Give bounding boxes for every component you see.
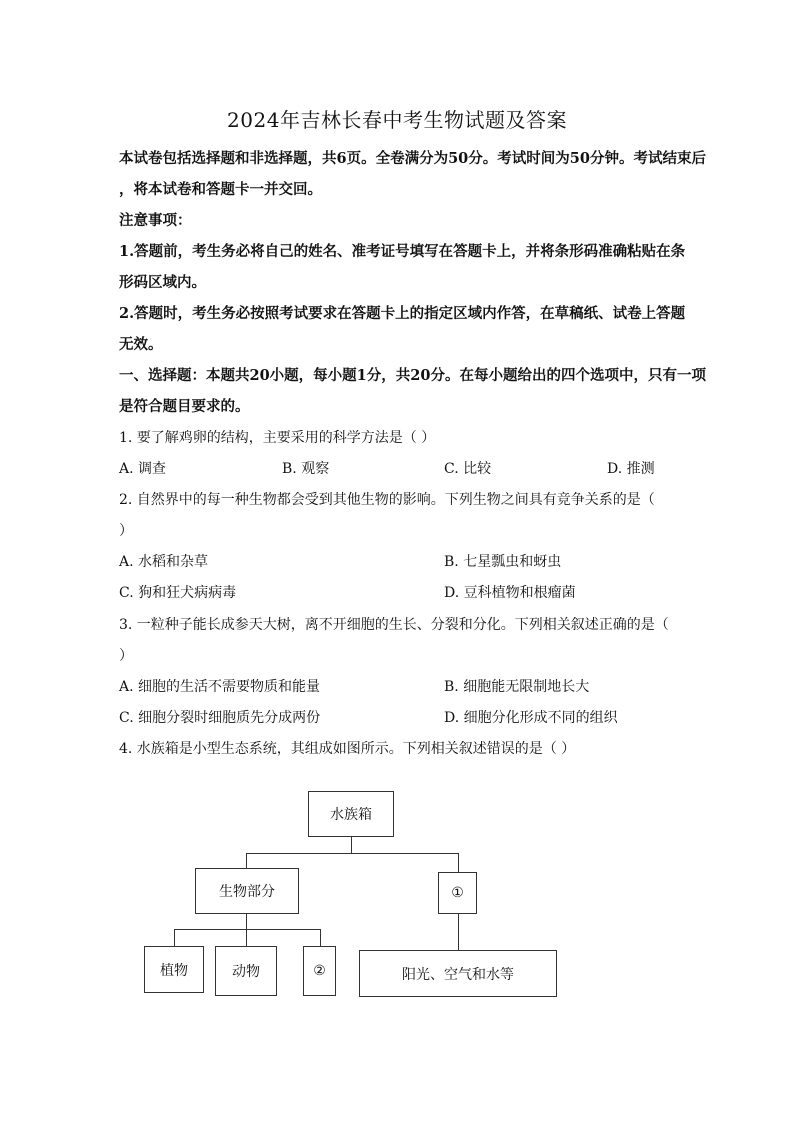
note-1-line-2: 形码区域内。 xyxy=(119,274,206,291)
box-biotic-part: 生物部分 xyxy=(195,868,299,914)
connector-to-plant xyxy=(174,929,175,946)
q3-option-a: A. 细胞的生活不需要物质和能量 xyxy=(119,679,321,695)
q2-option-c: C. 狗和狂犬病病毒 xyxy=(119,585,237,601)
connector-unknown1-to-nonbio xyxy=(458,914,459,950)
box-aquarium: 水族箱 xyxy=(308,791,394,837)
question-3-stem-line-2: ） xyxy=(119,648,133,664)
q1-option-c: C. 比较 xyxy=(444,461,492,477)
connector-to-unknown1 xyxy=(458,853,459,872)
connector-to-unknown2 xyxy=(320,929,321,946)
q1-option-b: B. 观察 xyxy=(282,461,330,477)
box-unknown-2: ② xyxy=(303,946,336,996)
connector-to-bio xyxy=(246,853,247,868)
q3-option-d: D. 细胞分化形成不同的组织 xyxy=(444,710,618,726)
q1-option-d: D. 推测 xyxy=(607,461,655,477)
intro-line-2: ，将本试卷和答题卡一并交回。 xyxy=(119,181,322,198)
question-3-stem-line-1: 3. 一粒种子能长成参天大树，离不开细胞的生长、分裂和分化。下列相关叙述正确的是（ xyxy=(119,617,669,633)
connector-level1-horizontal xyxy=(246,853,458,854)
q2-option-d: D. 豆科植物和根瘤菌 xyxy=(444,585,576,601)
q2-option-b: B. 七星瓢虫和蚜虫 xyxy=(444,554,562,570)
connector-bio-to-animal xyxy=(246,914,247,946)
q3-option-b: B. 细胞能无限制地长大 xyxy=(444,679,590,695)
q2-option-a: A. 水稻和杂草 xyxy=(119,554,209,570)
note-2-line-1: 2.答题时，考生务必按照考试要求在答题卡上的指定区域内作答，在草稿纸、试卷上答题 xyxy=(119,305,686,322)
box-plant: 植物 xyxy=(144,946,204,993)
note-1-line-1: 1.答题前，考生务必将自己的姓名、准考证号填写在答题卡上，并将条形码准确粘贴在条 xyxy=(119,243,686,260)
q1-option-a: A. 调查 xyxy=(119,461,167,477)
box-animal: 动物 xyxy=(215,946,277,996)
connector-level2-horizontal xyxy=(174,929,320,930)
box-unknown-1: ① xyxy=(438,872,477,914)
notes-heading: 注意事项： xyxy=(119,212,192,229)
section-1-line-2: 是符合题目要求的。 xyxy=(119,398,250,415)
q3-option-c: C. 细胞分裂时细胞质先分成两份 xyxy=(119,710,321,726)
question-2-stem-line-1: 2. 自然界中的每一种生物都会受到其他生物的影响。下列生物之间具有竞争关系的是（ xyxy=(119,492,655,508)
section-1-line-1: 一、选择题：本题共20小题，每小题1分，共20分。在每小题给出的四个选项中，只有一项 xyxy=(119,367,706,384)
question-4-stem: 4. 水族箱是小型生态系统，其组成如图所示。下列相关叙述错误的是（ ） xyxy=(119,741,576,757)
question-1-stem: 1. 要了解鸡卵的结构，主要采用的科学方法是（ ） xyxy=(119,430,436,446)
connector-root-down xyxy=(351,836,352,853)
box-abiotic-factors: 阳光、空气和水等 xyxy=(359,950,557,997)
note-2-line-2: 无效。 xyxy=(119,336,163,353)
intro-line-1: 本试卷包括选择题和非选择题，共6页。全卷满分为50分。考试时间为50分钟。考试结束后 xyxy=(119,150,706,167)
page-title: 2024年吉林长春中考生物试题及答案 xyxy=(227,108,567,132)
question-2-stem-line-2: ） xyxy=(119,523,133,539)
